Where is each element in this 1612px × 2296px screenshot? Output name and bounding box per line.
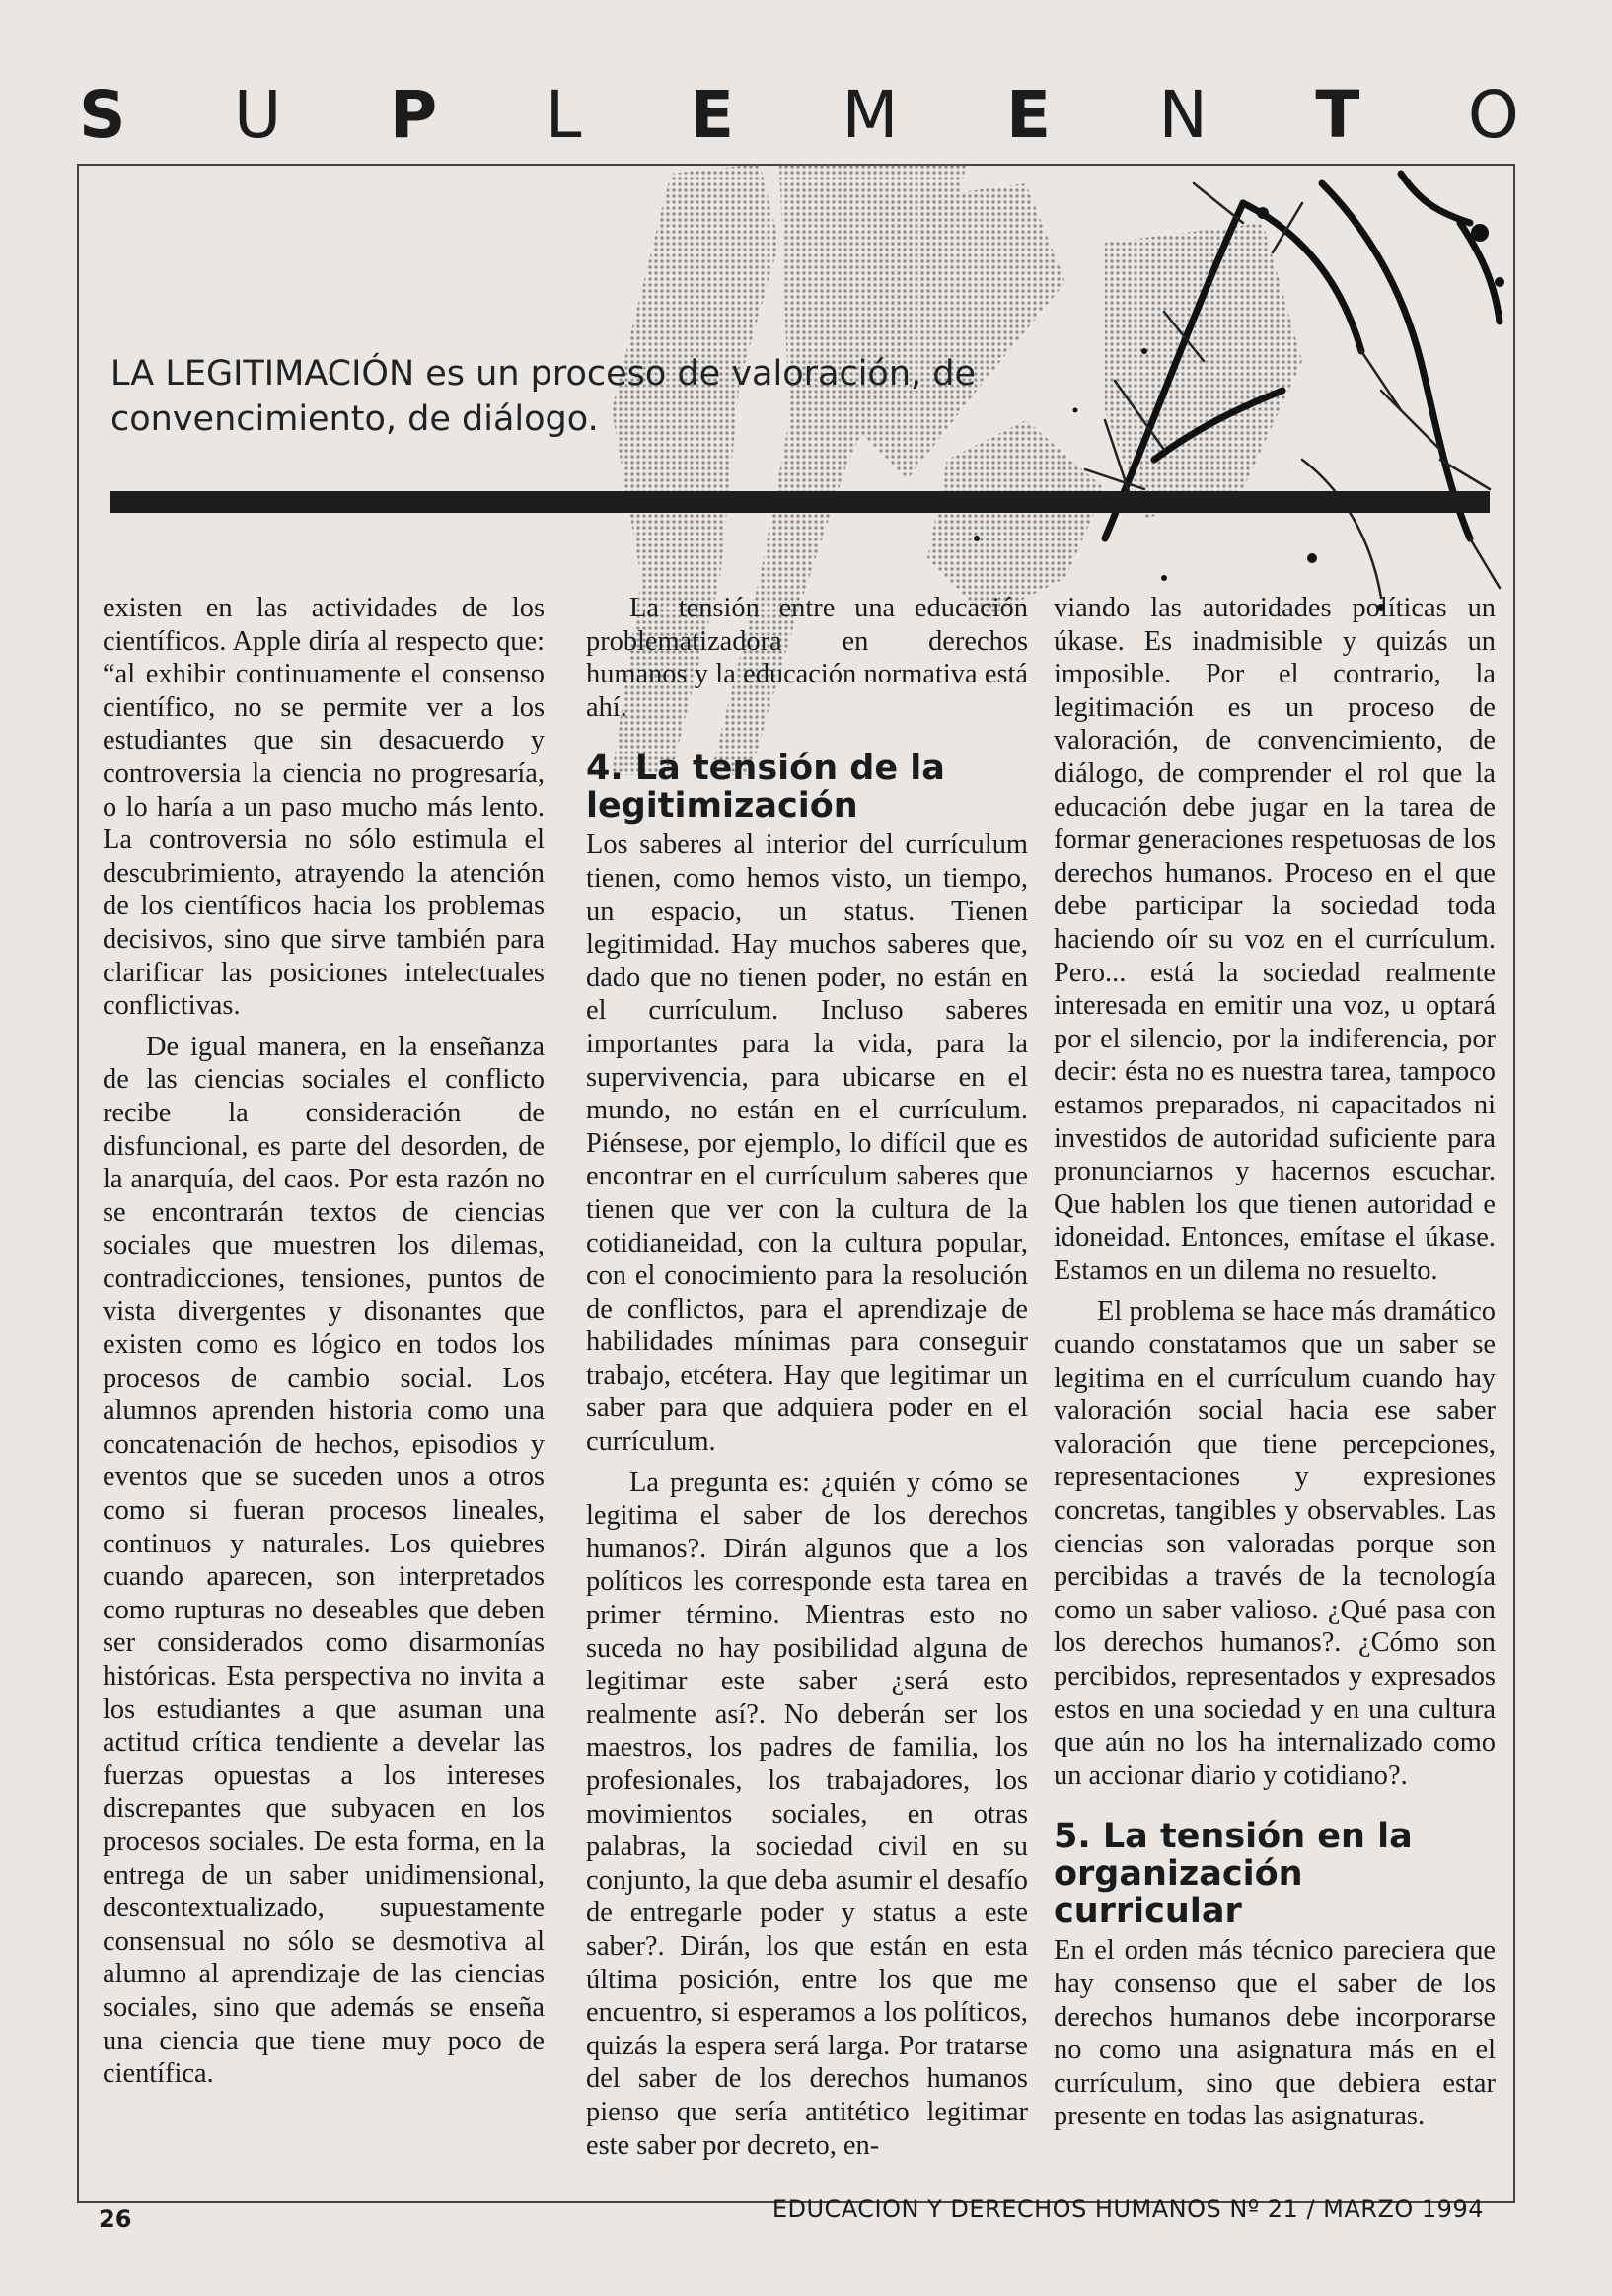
paragraph: viando las autoridades políticas un úkase. Es inadmisible y quizás un imposible. Por el contrario, la legitimación es un proceso de valoración, de convencimiento, de diálogo, de comprender el rol que la educación debe jugar en la tarea de formar generaciones respetuosas de los derechos humanos. Proceso en el que debe participar la sociedad toda haciendo oír su voz en el currículum. Pero... está la sociedad realmente interesada en emitir una voz, u optará por el silencio, por la indiferencia, por decir: ésta no es nuestra tarea, tampoco estamos preparados, ni capacitados ni investidos de autoridad suficiente para pronunciarnos y hacernos escuchar. Que hablen los que tienen autoridad e idoneidad. Entonces, emítase el úkase. Estamos en un dilema no resuelto. — [1054, 593, 1496, 1286]
section-heading: 4. La tensión de la legitimización — [586, 749, 945, 826]
banner-letter: E — [1005, 77, 1052, 153]
banner-letter: L — [545, 77, 582, 153]
banner-letter: T — [1315, 77, 1360, 153]
banner-letter: P — [389, 77, 438, 153]
paragraph: Los saberes al interior del currículum tienen, como hemos visto, un tiempo, un espacio, un status. Tienen legitimidad. Hay muchos saberes que, dado que no tienen poder, no están en el currículum. Incluso saberes importantes para la vida, para la supervivencia, para ubicarse en el mundo, no están en el currículum. Piénsese, por ejemplo, lo difícil que es encontrar en el currículum saberes que tienen que ver con la cultura de la cotidianeidad, con la cultura popular, con el conocimiento para la resolución de conflictos, para el aprendizaje de habilidades mínimas para conseguir trabajo, etcétera. Hay que legitimar un saber para que adquiera poder en el currículum. — [586, 829, 1028, 1458]
banner-letter: N — [1158, 77, 1208, 153]
page-number: 26 — [99, 2205, 132, 2233]
paragraph: La tensión entre una educación problematizadora en derechos humanos y la educación normativa está ahí. — [586, 593, 1028, 723]
text-column-3 — [1054, 592, 1496, 2141]
banner-letter: E — [689, 77, 735, 153]
lead-statement: LA LEGITIMACIÓN es un proceso de valoración, de convencimiento, de diálogo. — [110, 354, 977, 439]
paragraph: La pregunta es: ¿quién y cómo se legitima el saber de los derechos humanos?. Dirán algunos que a los políticos les corresponde esta tarea en primer término. Mientras esto no suceda no hay posibilidad alguna de legitimar este saber ¿será esto realmente así?. No deberán ser los maestros, los padres de familia, los profesionales, los trabajadores, los movimientos sociales, en otras palabras, la sociedad civil en su conjunto, la que deba asumir el desafío de entregarle poder y status a este saber?. Dirán, los que están en esta última posición, entre los que me encuentro, si esperamos a los políticos, quizás la espera será larga. Por tratarse del saber de los derechos humanos pienso que sería antitético legitimar este saber por decreto, en- — [586, 1467, 1028, 2161]
paragraph: En el orden más técnico pareciera que hay consenso que el saber de los derechos humanos debe incorporarse no como una asignatura más en el currículum, sino que debiera estar presente en todas las asignaturas. — [1054, 1935, 1496, 2132]
banner-letter: U — [234, 77, 282, 153]
black-rule-divider — [110, 491, 1490, 513]
paragraph: El problema se hace más dramático cuando constatamos que un saber se legitima en el currículum cuando hay valoración social hacia ese saber valoración que tiene percepciones, representaciones y expresiones concretas, tangibles y observables. Las ciencias son valoradas porque son percibidas a través de la tecnología como un saber valioso. ¿Qué pasa con los derechos humanos?. ¿Cómo son percibidos, representados y expresados estos en una sociedad y en una cultura que aún no los ha internalizado como un accionar diario y cotidiano?. — [1054, 1296, 1496, 1791]
supplement-banner — [79, 77, 1519, 153]
text-column-1 — [103, 592, 545, 2099]
paragraph: existen en las actividades de los científicos. Apple diría al respecto que: “al exhibir continuamente el consenso científico, no se permite ver a los estudiantes que sin desacuerdo y controversia la ciencia no progresaría, o lo haría a un paso mucho más lento. La controversia no sólo estimula el descubrimiento, atrayendo la atención de los científicos hacia los problemas decisivos, sino que sirve también para clarificar las posiciones intelectuales conflictivas. — [103, 593, 545, 1022]
publication-footer: EDUCACION Y DERECHOS HUMANOS Nº 21 / MARZO 1994 — [771, 2195, 1484, 2223]
banner-letter: S — [79, 77, 126, 153]
paragraph: De igual manera, en la enseñanza de las ciencias sociales el conflicto recibe la consideración de disfuncional, es parte del desorden, de la anarquía, del caos. Por esta razón no se encontrarán textos de ciencias sociales que muestren los dilemas, contradicciones, tensiones, puntos de vista divergentes y disonantes que existen como es lógico en todos los procesos de cambio social. Los alumnos aprenden historia como una concatenación de hechos, episodios y eventos que se suceden unos a otros como si fueran procesos lineales, continuos y naturales. Los quiebres cuando aparecen, son interpretados como rupturas no deseables que deben ser considerados como disarmonías históricas. Esta perspectiva no invita a los estudiantes a que asuman una actitud crítica tendiente a develar las fuerzas opuestas a los intereses discrepantes que subyacen en los procesos sociales. De esta forma, en la entrega de un saber unidimensional, descontextualizado, supuestamente consensual no sólo se desmotiva al alumno al aprendizaje de las ciencias sociales, sino que además se enseña una ciencia que tiene muy poco de científica. — [103, 1031, 545, 2090]
banner-letter: O — [1467, 77, 1519, 153]
section-heading: 5. La tensión en la organización curricular — [1054, 1817, 1413, 1932]
banner-letter: M — [842, 77, 899, 153]
text-column-2 — [586, 592, 1028, 2170]
